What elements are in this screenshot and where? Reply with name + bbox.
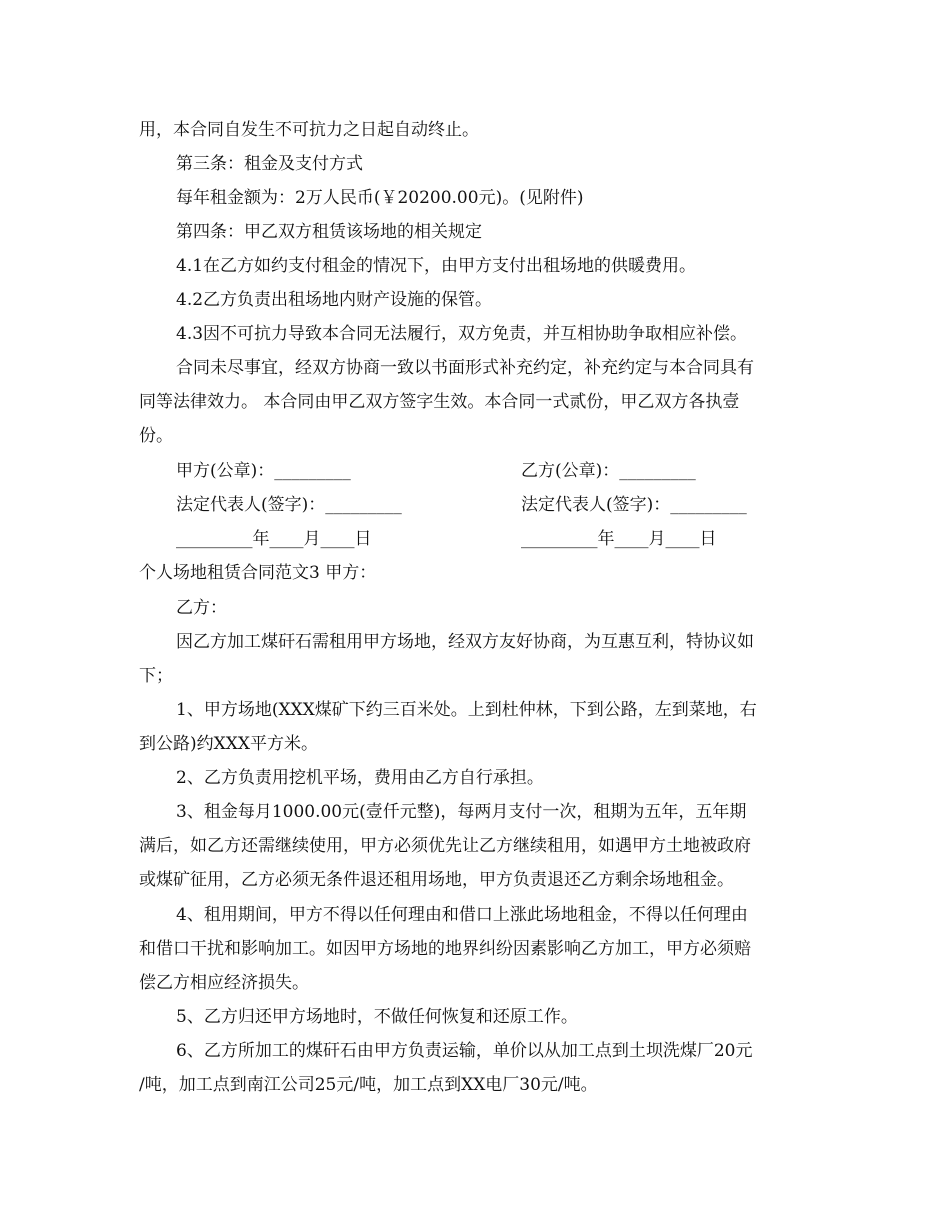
clause-line: 满后，如乙方还需继续使用，甲方必须优先让乙方继续租用，如遇甲方土地被政府	[139, 836, 751, 856]
paragraph-line: 下；	[139, 666, 173, 686]
clause-line: /吨，加工点到南江公司25元/吨，加工点到XX电厂30元/吨。	[139, 1075, 598, 1095]
clause-line: 6、乙方所加工的煤矸石由甲方负责运输，单价以从加工点到土坝洗煤厂20元	[176, 1041, 753, 1061]
clause-line: 3、租金每月1000.00元(壹仟元整)，每两月支付一次，租期为五年，五年期	[176, 802, 747, 822]
paragraph-line: 每年租金额为：2万人民币(￥20200.00元)。(见附件)	[176, 188, 584, 208]
clause-line: 4.2乙方负责出租场地内财产设施的保管。	[176, 290, 493, 310]
clause-line: 5、乙方归还甲方场地时，不做任何恢复和还原工作。	[176, 1007, 578, 1027]
clause-line: 或煤矿征用，乙方必须无条件退还租用场地，甲方负责退还乙方剩余场地租金。	[139, 870, 734, 890]
party-b-date: _________年____月____日	[521, 529, 717, 549]
party-b-representative: 法定代表人(签字)：_________	[521, 495, 747, 515]
paragraph-line: 同等法律效力。 本合同由甲乙双方签字生效。本合同一式贰份，甲乙双方各执壹	[139, 392, 740, 412]
contract-title: 个人场地租赁合同范文3 甲方：	[139, 563, 377, 583]
paragraph-line: 份。	[139, 426, 173, 446]
clause-line: 和借口干扰和影响加工。如因甲方场地的地界纠纷因素影响乙方加工，甲方必须赔	[139, 939, 751, 959]
party-a-seal: 甲方(公章)：_________	[176, 461, 351, 481]
party-a-date: _________年____月____日	[176, 529, 372, 549]
paragraph-line: 合同未尽事宜，经双方协商一致以书面形式补充约定，补充约定与本合同具有	[176, 358, 754, 378]
clause-line: 2、乙方负责用挖机平场，费用由乙方自行承担。	[176, 768, 544, 788]
clause-line: 4、租用期间，甲方不得以任何理由和借口上涨此场地租金，不得以任何理由	[176, 905, 748, 925]
section-heading: 第四条：甲乙双方租赁该场地的相关规定	[176, 222, 482, 242]
party-b-seal: 乙方(公章)：_________	[521, 461, 696, 481]
clause-line: 偿乙方相应经济损失。	[139, 973, 309, 993]
party-b-label: 乙方：	[176, 598, 227, 618]
paragraph-line: 因乙方加工煤矸石需租用甲方场地，经双方友好协商，为互惠互利，特协议如	[176, 632, 754, 652]
paragraph-line: 用，本合同自发生不可抗力之日起自动终止。	[139, 120, 479, 140]
clause-line: 1、甲方场地(XXX煤矿下约三百米处。上到杜仲林，下到公路，左到菜地，右	[176, 700, 757, 720]
clause-line: 4.1在乙方如约支付租金的情况下，由甲方支付出租场地的供暖费用。	[176, 256, 697, 276]
clause-line: 到公路)约XXX平方米。	[139, 734, 318, 754]
clause-line: 4.3因不可抗力导致本合同无法履行，双方免责，并互相协助争取相应补偿。	[176, 324, 748, 344]
section-heading: 第三条：租金及支付方式	[176, 154, 363, 174]
party-a-representative: 法定代表人(签字)：_________	[176, 495, 402, 515]
